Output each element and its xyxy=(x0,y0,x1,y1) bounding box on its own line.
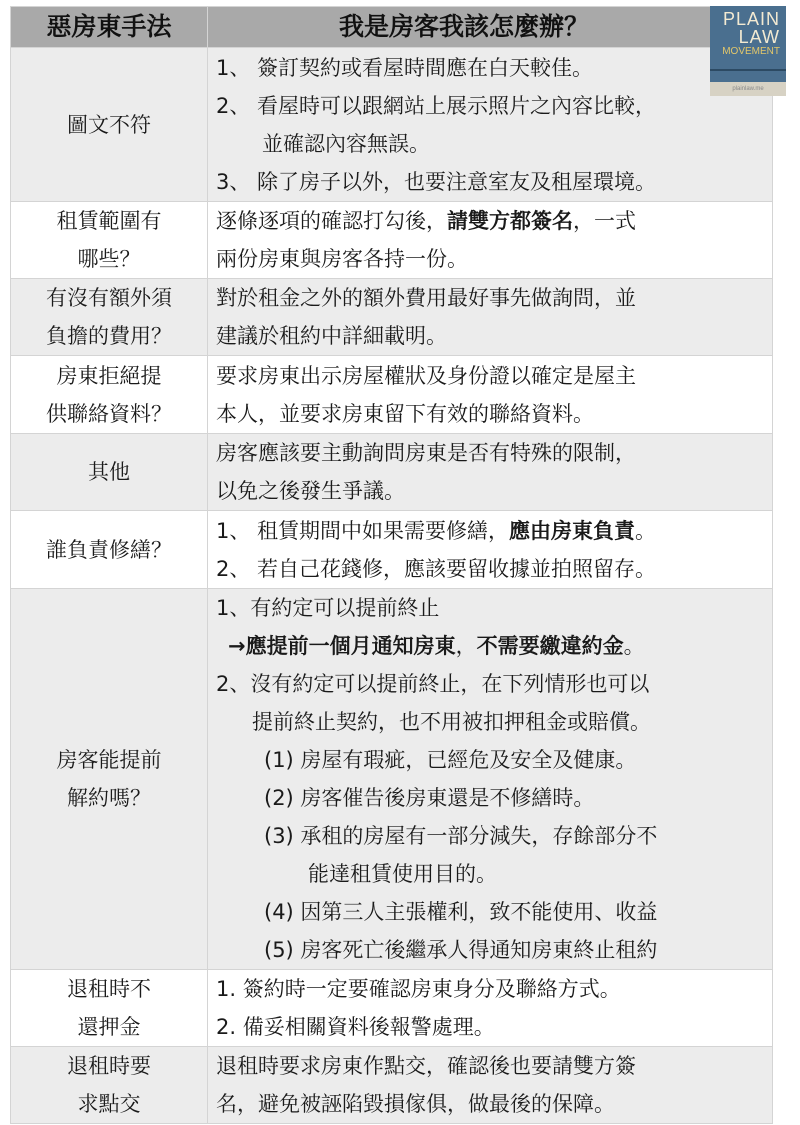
advice-line xyxy=(216,512,772,550)
table-row xyxy=(11,279,773,356)
plain-law-movement-logo xyxy=(710,6,786,92)
advice-line: 本人，並要求房東留下有效的聯絡資料。 xyxy=(216,401,594,426)
logo-divider xyxy=(710,69,786,71)
logo-word-plain: PLAIN xyxy=(722,9,780,29)
advice-line: 2、 看屋時可以跟網站上展示照片之內容比較， xyxy=(216,93,657,118)
issue-cell xyxy=(11,356,208,434)
issue-text: 其他 xyxy=(88,460,130,484)
issue-cell xyxy=(11,279,208,356)
advice-emphasis: 應提前一個月通知房東 xyxy=(245,634,456,658)
table-row xyxy=(11,48,773,202)
logo-word-movement: MOVEMENT xyxy=(722,46,780,57)
advice-line: 兩份房東與房客各持一份。 xyxy=(216,247,468,271)
arrow-icon: → xyxy=(228,634,246,658)
advice-line: 2. 備妥相關資料後報警處理。 xyxy=(216,1015,495,1039)
table-row xyxy=(11,970,773,1047)
advice-sub-item: (1) 房屋有瑕疵，已經危及安全及健康。 xyxy=(264,748,637,772)
table-row xyxy=(11,202,773,279)
advice-text: ，一式 xyxy=(573,209,636,233)
advice-line: 1、 簽訂契約或看屋時間應在白天較佳。 xyxy=(216,55,594,80)
advice-sub-item: (3) 承租的房屋有一部分減失，存餘部分不 xyxy=(264,824,658,848)
issue-text: 有沒有額外須 xyxy=(46,286,172,310)
advice-line: 要求房東出示房屋權狀及身份證以確定是屋主 xyxy=(216,363,636,388)
issue-cell xyxy=(11,1047,208,1124)
advice-line: 房客應該要主動詢問房東是否有特殊的限制， xyxy=(216,441,636,465)
issue-text: 負擔的費用？ xyxy=(46,324,172,348)
advice-cell xyxy=(208,48,773,202)
header-bad-landlord-tactics: 惡房東手法 xyxy=(11,7,208,48)
advice-cell xyxy=(208,511,773,589)
advice-sub-item: (2) 房客催告後房東還是不修繕時。 xyxy=(264,786,595,810)
advice-line: 並確認內容無誤。 xyxy=(262,131,430,156)
issue-text: 還押金 xyxy=(77,1015,141,1039)
issue-cell xyxy=(11,434,208,511)
advice-sub-item: (4) 因第三人主張權利，致不能使用、收益 xyxy=(264,900,658,924)
issue-text: 圖文不符 xyxy=(67,112,151,137)
advice-line: 1、有約定可以提前終止 xyxy=(216,596,440,620)
table-row xyxy=(11,1047,773,1124)
advice-cell xyxy=(208,970,773,1047)
issue-cell xyxy=(11,589,208,970)
issue-text: 退租時要 xyxy=(67,1054,151,1078)
advice-line xyxy=(216,627,772,665)
issue-text: 供聯絡資料？ xyxy=(46,401,172,426)
issue-text: 哪些？ xyxy=(77,247,141,271)
advice-sub-item: 能達租賃使用目的。 xyxy=(308,862,497,886)
issue-text: 誰負責修繕？ xyxy=(46,537,172,562)
table-row xyxy=(11,434,773,511)
logo-url: plainlaw.me xyxy=(710,82,786,96)
advice-emphasis: 應由房東負責 xyxy=(509,518,636,543)
advice-line xyxy=(216,202,772,240)
advice-line: 1. 簽約時一定要確認房東身分及聯絡方式。 xyxy=(216,977,621,1001)
advice-cell xyxy=(208,589,773,970)
advice-line: 提前終止契約，也不用被扣押租金或賠償。 xyxy=(252,710,651,734)
advice-cell xyxy=(208,202,773,279)
table-header-row xyxy=(11,7,773,48)
advice-line: 建議於租約中詳細載明。 xyxy=(216,324,447,348)
issue-cell xyxy=(11,48,208,202)
issue-cell xyxy=(11,511,208,589)
logo-word-law: LAW xyxy=(738,27,780,47)
advice-text: 1、 租賃期間中如果需要修繕， xyxy=(216,518,510,543)
advice-line: 退租時要求房東作點交，確認後也要請雙方簽 xyxy=(216,1054,636,1078)
issue-text: 租賃範圍有 xyxy=(56,209,162,233)
advice-emphasis: 請雙方都簽名 xyxy=(447,209,573,233)
advice-cell xyxy=(208,356,773,434)
header-tenant-what-to-do: 我是房客我該怎麼辦？ xyxy=(208,7,773,48)
advice-cell xyxy=(208,434,773,511)
advice-text: 。 xyxy=(623,634,645,658)
issue-text: 房東拒絕提 xyxy=(56,363,162,388)
advice-line: 對於租金之外的額外費用最好事先做詢問，並 xyxy=(216,286,636,310)
table-row xyxy=(11,511,773,589)
issue-cell xyxy=(11,970,208,1047)
issue-text: 求點交 xyxy=(77,1092,141,1116)
issue-text: 解約嗎？ xyxy=(67,786,151,810)
landlord-tactics-table xyxy=(10,6,773,1124)
issue-text: 房客能提前 xyxy=(56,748,162,772)
table-row xyxy=(11,356,773,434)
issue-text: 退租時不 xyxy=(67,977,151,1001)
advice-text: ， xyxy=(455,634,477,658)
advice-line: 以免之後發生爭議。 xyxy=(216,479,405,503)
advice-text: 逐條逐項的確認打勾後， xyxy=(216,209,447,233)
issue-cell xyxy=(11,202,208,279)
advice-line: 2、 若自己花錢修，應該要留收據並拍照留存。 xyxy=(216,556,657,581)
advice-sub-item: (5) 房客死亡後繼承人得通知房東終止租約 xyxy=(264,938,658,962)
advice-line: 3、 除了房子以外，也要注意室友及租屋環境。 xyxy=(216,169,657,194)
advice-cell xyxy=(208,279,773,356)
advice-line: 名，避免被誣陷毀損傢俱，做最後的保障。 xyxy=(216,1092,615,1116)
advice-cell xyxy=(208,1047,773,1124)
advice-emphasis: 不需要繳違約金 xyxy=(476,634,624,658)
advice-line: 2、沒有約定可以提前終止，在下列情形也可以 xyxy=(216,672,650,696)
table-row xyxy=(11,589,773,970)
advice-text: 。 xyxy=(635,518,657,543)
